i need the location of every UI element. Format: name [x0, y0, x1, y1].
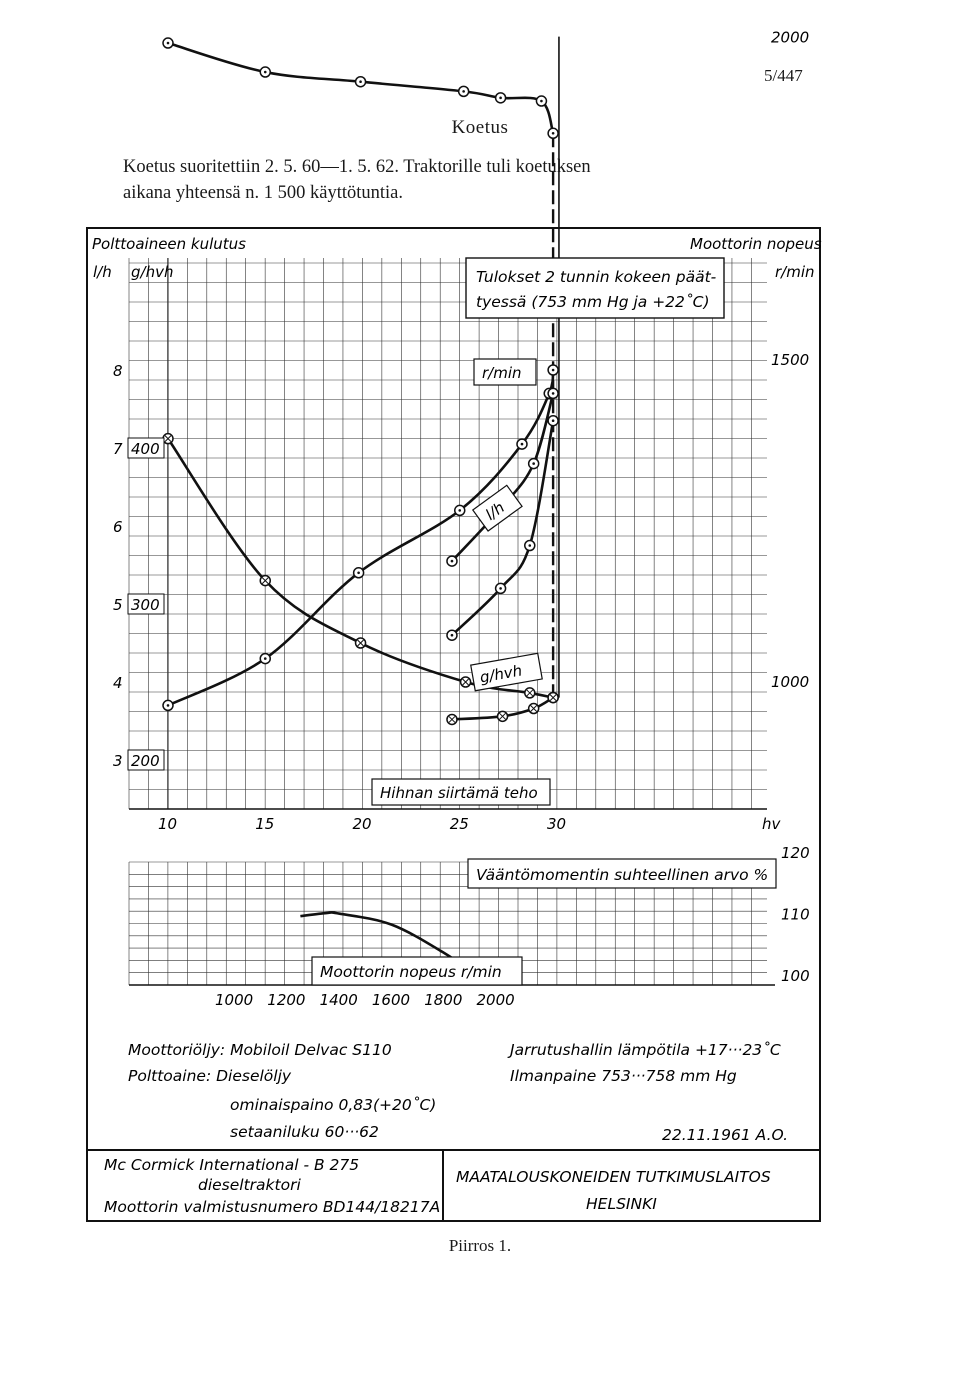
torque-y-tick-label: 120 [781, 844, 810, 862]
unit-lh: l/h [93, 263, 112, 281]
data-point-dot [264, 657, 267, 660]
torque-x-tick-label: 1200 [267, 991, 306, 1009]
ghvh-tick-label: 200 [131, 752, 160, 770]
torque-x-tick-label: 1800 [424, 991, 463, 1009]
x-unit: hv [762, 815, 781, 833]
intro-line-1: Koetus suoritettiin 2. 5. 60—1. 5. 62. Traktorille tuli koetuksen [123, 157, 591, 177]
rmin-curve-label: r/min [482, 364, 522, 382]
torque-title: Vääntömomentin suhteellinen arvo % [476, 866, 769, 884]
note-brake-temp: Jarrutushallin lämpötila +17···23˚C [510, 1041, 781, 1059]
data-point-dot [167, 704, 170, 707]
ghvh-curve-label-group [471, 653, 542, 690]
note-density: ominaispaino 0,83(+20˚C) [230, 1096, 437, 1114]
right-axis-title: Moottorin nopeus [690, 235, 822, 253]
rmin-tick-label: 1500 [771, 350, 810, 369]
x-tick-label: 15 [255, 815, 275, 833]
data-point-dot [167, 42, 170, 45]
torque-y-tick-label: 100 [781, 967, 810, 985]
data-point-dot [451, 634, 454, 637]
note-oil: Moottoriöljy: Mobiloil Delvac S110 [128, 1041, 392, 1059]
torque-x-tick-label: 1600 [371, 991, 411, 1009]
x-tick-label: 30 [547, 815, 567, 833]
data-point-dot [458, 509, 461, 512]
ghvh-tick-label: 300 [131, 596, 160, 614]
data-point-dot [359, 80, 362, 83]
footer-engine-number: Moottorin valmistusnumero BD144/18217A [104, 1198, 441, 1216]
data-point-dot [499, 97, 502, 100]
data-point-dot [552, 419, 555, 422]
lh-tick-label: 5 [113, 596, 123, 614]
note-fuel: Polttoaine: Dieselöljy [128, 1067, 292, 1085]
ghvh-curve-label: g/hvh [478, 661, 524, 687]
left-axis-title: Polttoaineen kulutus [92, 235, 246, 253]
data-point-dot [451, 560, 454, 563]
x-tick-label: 25 [449, 815, 469, 833]
data-point-dot [357, 572, 360, 575]
torque-x-tick-label: 1400 [319, 991, 358, 1009]
data-point-dot [521, 443, 524, 446]
data-point-dot [540, 100, 543, 103]
lh-tick-label: 8 [113, 362, 123, 380]
lh-tick-label: 4 [113, 674, 123, 692]
lh-tick-label: 7 [113, 440, 123, 458]
unit-rmin: r/min [775, 263, 815, 281]
torque-x-tick-label: 2000 [476, 991, 515, 1009]
footer-institute-line-1: MAATALOUSKONEIDEN TUTKIMUSLAITOS [456, 1168, 771, 1186]
footer-tractor-line-2: dieseltraktori [198, 1176, 301, 1194]
data-point-dot [552, 392, 555, 395]
intro-line-2: aikana yhteensä n. 1 500 käyttötuntia. [123, 183, 403, 203]
note-air-pressure: Ilmanpaine 753···758 mm Hg [510, 1067, 737, 1085]
data-point-dot [499, 587, 502, 590]
figure-caption: Piirros 1. [448, 1236, 512, 1255]
footer-tractor-line-1: Mc Cormick International - B 275 [104, 1156, 360, 1174]
data-point-dot [552, 369, 555, 372]
rmin-tick-label: 2000 [771, 28, 810, 47]
data-point-dot [462, 90, 465, 93]
data-point-dot [532, 462, 535, 465]
data-point-dot [528, 544, 531, 547]
lh-tick-label: 3 [113, 752, 123, 770]
torque-y-tick-label: 110 [781, 905, 810, 924]
main-chart-grid [129, 258, 767, 809]
x-tick-label: 20 [352, 815, 372, 833]
results-box-line-1: Tulokset 2 tunnin kokeen päät- [476, 268, 717, 286]
data-point-dot [552, 132, 555, 135]
series-line [168, 370, 553, 705]
footer-institute-line-2: HELSINKI [586, 1195, 657, 1213]
data-point-dot [264, 71, 267, 74]
section-heading: Koetus [451, 117, 509, 138]
unit-ghvh: g/hvh [131, 263, 174, 281]
x-tick-label: 10 [158, 815, 178, 833]
page-number: 5/447 [764, 66, 803, 85]
note-date: 22.11.1961 A.O. [662, 1126, 788, 1144]
series-line [168, 43, 553, 133]
rmin-tick-label: 1000 [771, 673, 810, 691]
torque-x-tick-label: 1000 [215, 991, 254, 1009]
note-cetane: setaaniluku 60···62 [230, 1123, 379, 1141]
lh-curve-label: l/h [482, 498, 508, 524]
lh-tick-label: 6 [113, 518, 123, 536]
results-box-line-2: tyessä (753 mm Hg ja +22˚C) [476, 293, 710, 311]
xaxis-title: Hihnan siirtämä teho [380, 784, 538, 802]
ghvh-tick-label: 400 [131, 440, 160, 458]
speed-title: Moottorin nopeus r/min [320, 963, 502, 981]
